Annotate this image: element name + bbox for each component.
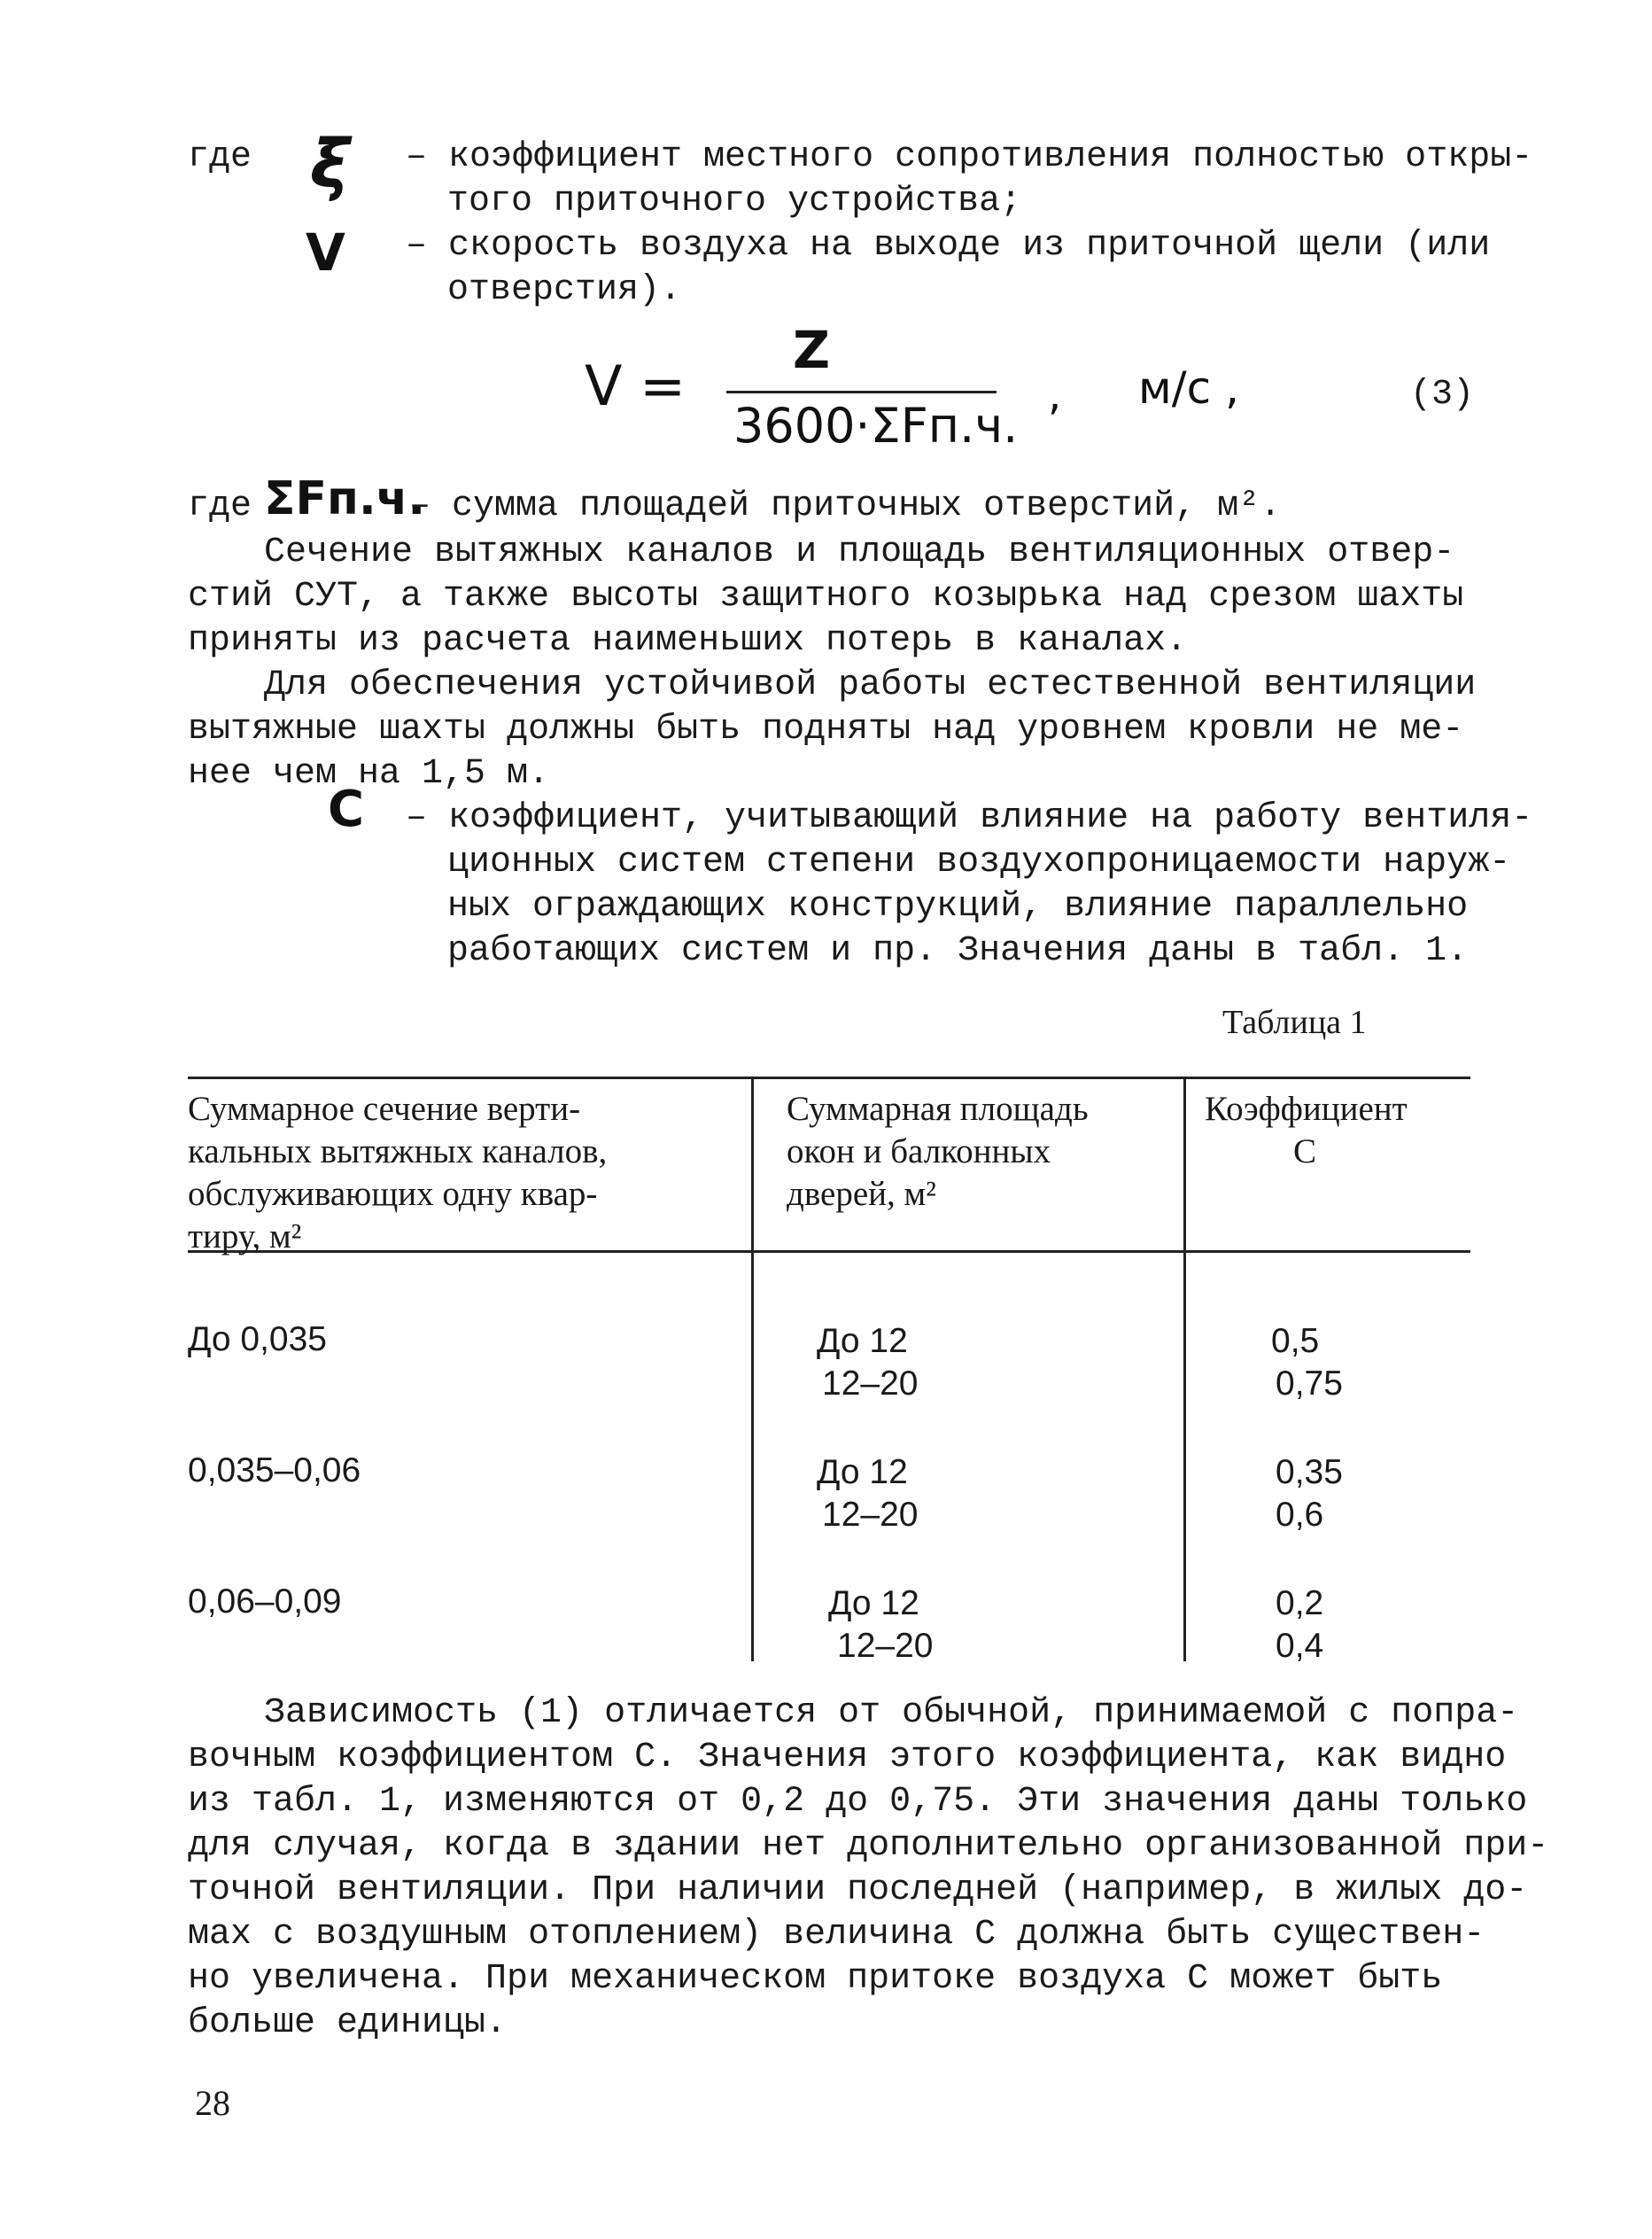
table-header-rule: [188, 1250, 1470, 1253]
formula-denominator: 3600·ΣFп.ч.: [733, 398, 1019, 454]
table-divider-1: [751, 1077, 754, 1661]
table-divider-2: [1183, 1077, 1186, 1661]
closing-line-5: точной вентиляции. При наличии последней (например, в жилых до-: [188, 1870, 1528, 1910]
row-3-area-1: До 12: [828, 1584, 919, 1622]
v-symbol: V: [306, 222, 345, 283]
header-col1-line-3: обслуживающих одну квар-: [188, 1175, 598, 1213]
closing-line-1: Зависимость (1) отличается от обычной, принимаемой с попра-: [264, 1693, 1519, 1733]
closing-line-8: больше единицы.: [188, 2003, 508, 2043]
row-2-section: 0,035–0,06: [188, 1451, 361, 1489]
xi-description-line-1: – коэффициент местного сопротивления полностью откры-: [406, 137, 1533, 177]
closing-line-2: вочным коэффициентом С. Значения этого коэффициента, как видно: [188, 1738, 1507, 1777]
gde-label-2: где: [188, 486, 252, 526]
paragraph-2-line-2: вытяжные шахты должны быть подняты над уровнем кровли не ме-: [188, 710, 1464, 750]
row-1-area-2: 12–20: [822, 1364, 919, 1403]
header-col1-line-2: кальных вытяжных каналов,: [188, 1132, 608, 1170]
fraction-bar: [726, 391, 997, 393]
closing-line-4: для случая, когда в здании нет дополнительно организованной при-: [188, 1826, 1549, 1866]
c-description-line-1: – коэффициент, учитывающий влияние на работу вентиля-: [406, 798, 1533, 838]
formula-numerator: Z: [793, 320, 831, 380]
header-col2-line-3: дверей, м²: [787, 1175, 936, 1213]
closing-line-6: мах с воздушным отоплением) величина С должна быть существен-: [188, 1915, 1485, 1955]
row-1-c-1: 0,5: [1271, 1322, 1320, 1360]
row-1-area-1: До 12: [817, 1322, 908, 1360]
gde-label: где: [188, 137, 252, 177]
header-col3-line-1: Коэффициент: [1205, 1090, 1408, 1128]
row-2-c-2: 0,6: [1276, 1496, 1324, 1534]
formula-number: (3): [1410, 375, 1475, 415]
row-1-section: До 0,035: [188, 1320, 327, 1358]
page-number: 28: [195, 2083, 230, 2123]
closing-line-7: но увеличена. При механическом притоке воздуха С может быть: [188, 1959, 1443, 1999]
c-description-line-2: ционных систем степени воздухопроницаемости наруж-: [447, 843, 1511, 882]
header-col1-line-4: тиру, м²: [188, 1217, 302, 1256]
c-description-line-3: ных ограждающих конструкций, влияние параллельно: [447, 887, 1469, 927]
formula-unit: м/с ,: [1138, 362, 1239, 414]
row-1-c-2: 0,75: [1276, 1364, 1343, 1403]
closing-line-3: из табл. 1, изменяются от 0,2 до 0,75. Эти значения даны только: [188, 1782, 1528, 1822]
paragraph-1-line-1: Сечение вытяжных каналов и площадь вентиляционных отвер-: [264, 533, 1455, 572]
header-col2-line-2: окон и балконных: [787, 1132, 1051, 1170]
paragraph-2-line-3: нее чем на 1,5 м.: [188, 754, 550, 794]
header-col1-line-1: Суммарное сечение верти-: [188, 1090, 581, 1128]
c-description-line-4: работающих систем и пр. Значения даны в табл. 1.: [447, 931, 1469, 971]
paragraph-2-line-1: Для обеспечения устойчивой работы естественной вентиляции: [264, 665, 1477, 705]
row-2-area-1: До 12: [817, 1453, 908, 1491]
row-2-area-2: 12–20: [822, 1496, 919, 1534]
header-col2-line-1: Суммарная площадь: [787, 1090, 1089, 1128]
v-description-line-2: отверстия).: [447, 270, 682, 310]
xi-description-line-2: того приточного устройства;: [447, 182, 1022, 222]
paragraph-1-line-3: приняты из расчета наименьших потерь в каналах.: [188, 621, 1188, 661]
xi-symbol: ξ: [310, 124, 350, 203]
formula-comma: ,: [1048, 370, 1062, 420]
formula-lhs: V =: [585, 354, 686, 418]
table-caption: Таблица 1: [1222, 1004, 1367, 1041]
sum-area-description: – сумма площадей приточных отверстий, м².: [409, 486, 1282, 526]
row-2-c-1: 0,35: [1276, 1453, 1343, 1491]
c-symbol: C: [328, 781, 365, 838]
row-3-c-1: 0,2: [1276, 1584, 1324, 1622]
row-3-c-2: 0,4: [1276, 1627, 1324, 1665]
sum-area-symbol: ΣFп.ч.: [264, 472, 426, 525]
row-3-area-2: 12–20: [837, 1627, 934, 1665]
paragraph-1-line-2: стий СУТ, а также высоты защитного козырька над срезом шахты: [188, 577, 1464, 617]
header-col3-line-2: C: [1293, 1132, 1317, 1170]
row-3-section: 0,06–0,09: [188, 1582, 342, 1621]
table-top-rule: [188, 1077, 1470, 1079]
v-description-line-1: – скорость воздуха на выходе из приточной щели (или: [406, 226, 1491, 266]
